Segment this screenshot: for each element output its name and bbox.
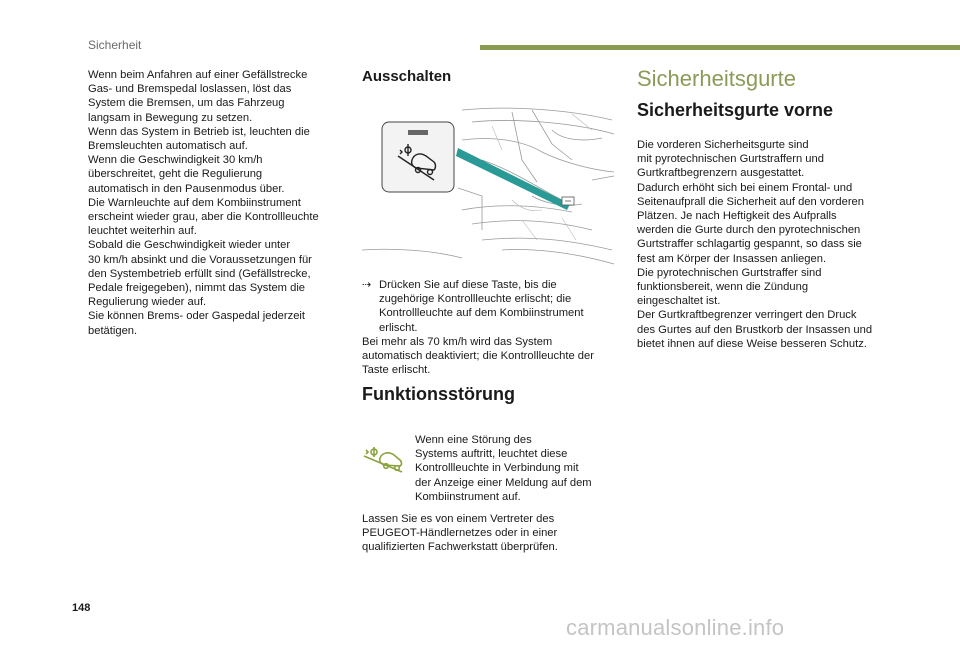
console-illustration xyxy=(362,100,616,270)
chapter-title: Sicherheitsgurte xyxy=(637,66,796,91)
malfunction-text: Wenn eine Störung des Systems auftritt, leuchtet diese Kontrollleuchte in Verbindung mit der Anzeige einer Meldung auf dem Kombiinstrument auf. xyxy=(415,434,592,503)
hill-descent-button-icon xyxy=(382,122,454,192)
header-accent-rule xyxy=(480,45,960,50)
page-number: 148 xyxy=(72,602,91,614)
heading-malfunction: Funktionsstörung xyxy=(362,384,515,404)
watermark: carmanualsonline.info xyxy=(566,615,785,640)
subheading-front-belts: Sicherheitsgurte vorne xyxy=(637,100,834,120)
bullet-arrow-icon: ⇢ xyxy=(362,279,372,291)
section-label: Sicherheit xyxy=(88,38,142,52)
bullet-item: ⇢ Drücken Sie auf diese Taste, bis die xyxy=(362,279,557,291)
heading-switch-off: Ausschalten xyxy=(362,68,452,85)
hill-descent-warning-icon xyxy=(362,446,406,474)
dealer-check-text: Lassen Sie es von einem Vertreter des PEUGEOT-Händlernetzes oder in einer qualifizierten Fachwerkstatt überprüfen. xyxy=(362,513,558,554)
front-belts-text: Die vorderen Sicherheitsgurte sind mit pyrotechnischen Gurtstraffern und Gurtkraftbegrenzern ausgestattet. Dadurch erhöht sich bei einem Frontal- und Seitenaufprall die Sicherheit auf den vorderen Plätzen. Je nach Heftigkeit des Aufpralls werden die Gurte durch den pyrotechnischen Gurtstraffer schlagartig gespannt, so dass sie fest am Körper der Insassen anliegen. Die pyrotechnischen Gurtstraffer sind funktionsbereit, wenn die Zündung eingeschaltet ist. Der Gurtkraftbegrenzer verringert den Druck des Gurtes auf den Brustkorb der Insassen und bietet ihnen auf diese Weise besseren Schutz. xyxy=(637,139,873,350)
switch-off-instructions: ⇢ Drücken Sie auf diese Taste, bis die zugehörige Kontrollleuchte erlischt; die Kontrollleuchte auf dem Kombiinstrument erlischt. Bei mehr als 70 km/h wird das System automatisch deaktiviert; die Kontrollleuchte der Taste erlischt. xyxy=(362,278,616,377)
left-column-text: Wenn beim Anfahren auf einer Gefällstrecke Gas- und Bremspedal loslassen, löst das System die Bremsen, um das Fahrzeug langsam in Bewegung zu setzen. Wenn das System in Betrieb ist, leuchten die Bremsleuchten automatisch auf. Wenn die Geschwindigkeit 30 km/h überschreitet, geht die Regulierung automatisch in den Pausenmodus über. Die Warnleuchte auf dem Kombiinstrument erscheint wieder grau, aber die Kontrollleuchte leuchtet weiterhin auf. Sobald die Geschwindigkeit wieder unter 30 km/h absinkt und die Voraussetzungen für den Systembetrieb erfüllt sind (Gefällstrecke, Pedale freigegeben), nimmt das System die Regulierung wieder auf. Sie können Brems- oder Gaspedal jederzeit betätigen. xyxy=(88,69,319,337)
